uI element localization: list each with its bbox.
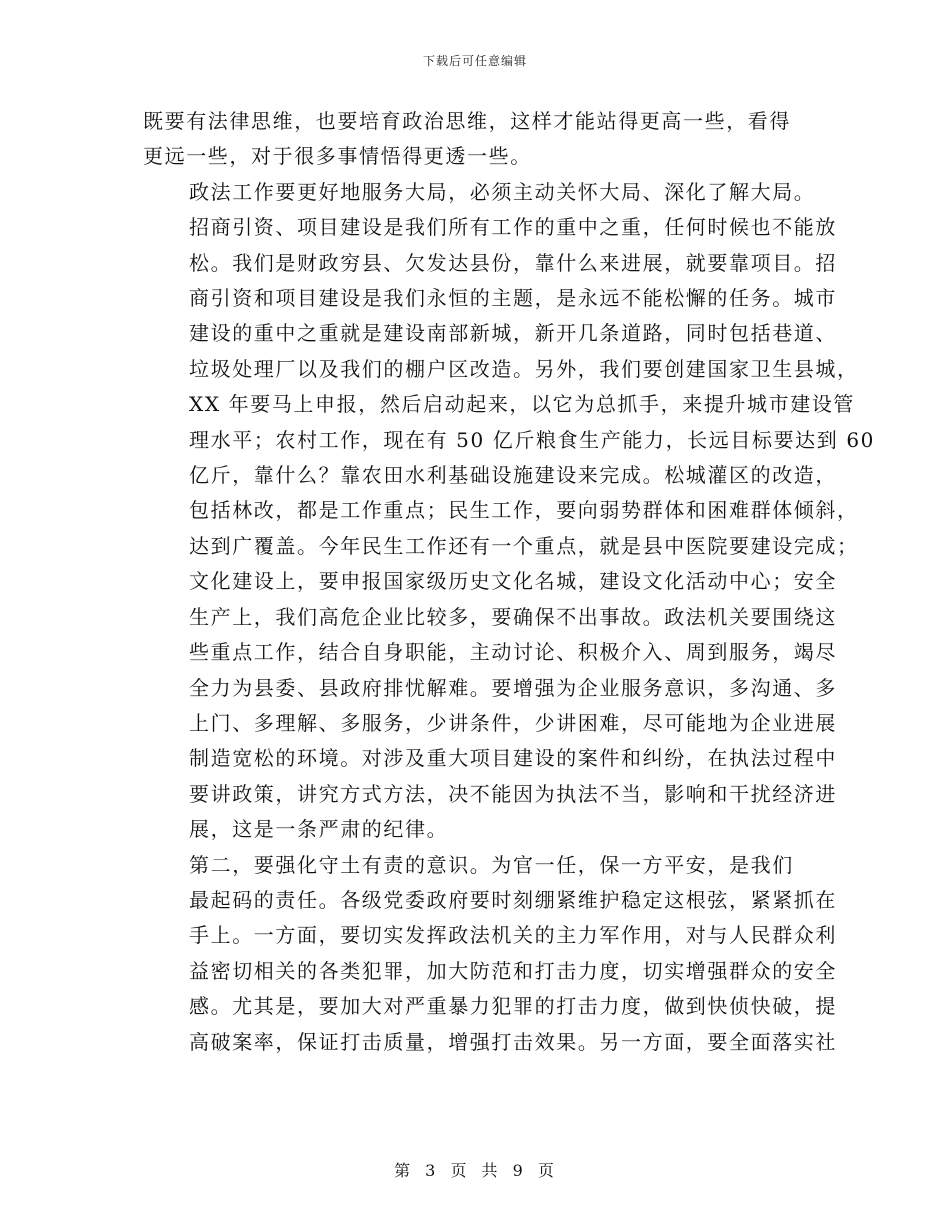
text-line: 益密切相关的各类犯罪，加大防范和打击力度，切实增强群众的安全 xyxy=(189,958,837,983)
text-line: 更远一些，对于很多事情悟得更透一些。 xyxy=(143,144,532,169)
text-line: XX 年要马上申报，然后启动起来，以它为总抓手，来提升城市建设管 xyxy=(189,392,856,417)
text-line: 些重点工作，结合自身职能，主动讨论、积极介入、周到服务，竭尽 xyxy=(189,640,837,665)
page-header: 下载后可任意编辑 xyxy=(422,54,527,68)
text-line: 理水平；农村工作，现在有 50 亿斤粮食生产能力，长远目标要达到 60 xyxy=(189,427,875,452)
text-line: 感。尤其是，要加大对严重暴力犯罪的打击力度，做到快侦快破，提 xyxy=(189,994,837,1019)
paragraph xyxy=(143,848,837,1060)
text-line: 政法工作要更好地服务大局，必须主动关怀大局、深化了解大局。 xyxy=(189,179,816,204)
text-line: 既要有法律思维，也要培育政治思维，这样才能站得更高一些，看得 xyxy=(143,109,791,133)
text-line: 要讲政策，讲究方式方法，决不能因为执法不当，影响和干扰经济进 xyxy=(189,781,837,806)
text-line: 达到广覆盖。今年民生工作还有一个重点，就是县中医院要建设完成； xyxy=(189,533,859,558)
text-line: 展，这是一条严肃的纪律。 xyxy=(189,817,449,842)
text-line: 招商引资、项目建设是我们所有工作的重中之重，任何时候也不能放 xyxy=(189,215,837,240)
text-line: 高破案率，保证打击质量，增强打击效果。另一方面，要全面落实社 xyxy=(189,1029,837,1054)
text-line: 文化建设上，要申报国家级历史文化名城，建设文化活动中心；安全 xyxy=(189,569,837,594)
text-line: 垃圾处理厂以及我们的棚户区改造。另外，我们要创建国家卫生县城， xyxy=(189,356,859,381)
text-line: 手上。一方面，要切实发挥政法机关的主力军作用，对与人民群众利 xyxy=(189,923,837,948)
document-body xyxy=(143,104,875,1060)
text-line: 生产上，我们高危企业比较多，要确保不出事故。政法机关要围绕这 xyxy=(189,604,837,629)
text-line: 亿斤，靠什么？靠农田水利基础设施建设来完成。松城灌区的改造， xyxy=(189,463,837,488)
text-line: 松。我们是财政穷县、欠发达县份，靠什么来进展，就要靠项目。招 xyxy=(189,250,837,275)
text-line: 上门、多理解、多服务，少讲条件，少讲困难，尽可能地为企业进展 xyxy=(189,710,837,735)
text-line: 最起码的责任。各级党委政府要时刻绷紧维护稳定这根弦，紧紧抓在 xyxy=(189,887,837,912)
text-line: 商引资和项目建设是我们永恒的主题，是永远不能松懈的任务。城市 xyxy=(189,286,837,311)
text-line: 第二，要强化守土有责的意识。为官一任，保一方平安，是我们 xyxy=(189,852,794,877)
paragraph xyxy=(143,104,813,175)
text-line: 全力为县委、县政府排忧解难。要增强为企业服务意识，多沟通、多 xyxy=(189,675,837,700)
page-number-footer: 第 3 页 共 9 页 xyxy=(394,1161,556,1180)
text-line: 制造宽松的环境。对涉及重大项目建设的案件和纠纷，在执法过程中 xyxy=(189,746,837,771)
text-line: 包括林改，都是工作重点；民生工作，要向弱势群体和困难群体倾斜， xyxy=(189,498,859,523)
text-line: 建设的重中之重就是建设南部新城，新开几条道路，同时包括巷道、 xyxy=(189,321,837,346)
paragraph xyxy=(143,175,875,848)
